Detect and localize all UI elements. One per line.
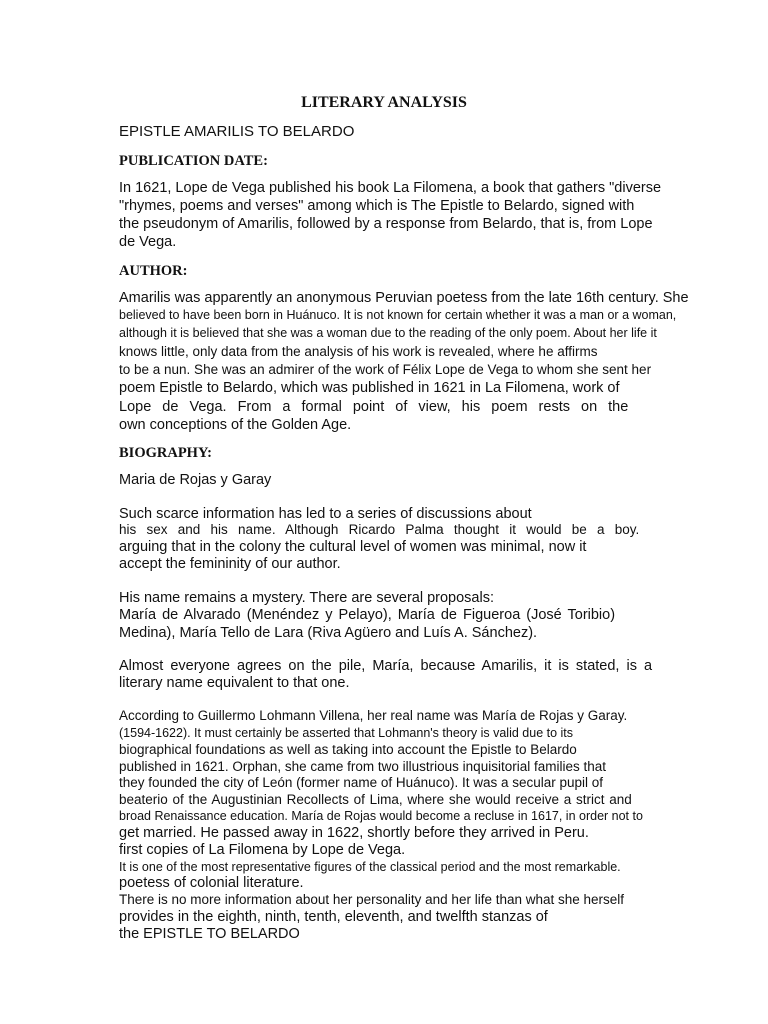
author-line: Lope de Vega. From a formal point of view, his poem rests on the (119, 399, 629, 415)
publication-line: In 1621, Lope de Vega published his book La Filomena, a book that gathers "diverse (119, 180, 662, 196)
biography-p1-line: Such scarce information has led to a series of discussions about (119, 506, 532, 522)
biography-p4-line: biographical foundations as well as taking into account the Epistle to Belardo (119, 742, 577, 757)
biography-p4-line: beaterio of the Augustinian Recollects of Lima, where she would receive a strict and (119, 792, 632, 807)
biography-heading: BIOGRAPHY: (119, 445, 212, 461)
document-title: LITERARY ANALYSIS (301, 94, 467, 111)
biography-p2-line: María de Alvarado (Menéndez y Pelayo), María de Figueroa (José Toribio) (119, 607, 616, 623)
author-line-justified (119, 398, 671, 416)
author-line: own conceptions of the Golden Age. (119, 417, 352, 433)
publication-line: "rhymes, poems and verses" among which is The Epistle to Belardo, signed with (119, 198, 635, 214)
biography-p1-line: his sex and his name. Although Ricardo Palma thought it would be a boy. (119, 522, 640, 537)
publication-line: de Vega. (119, 234, 177, 250)
biography-p4-line: first copies of La Filomena by Lope de Vega. (119, 842, 406, 858)
publication-line: the pseudonym of Amarilis, followed by a response from Belardo, that is, from Lope (119, 216, 653, 232)
author-line: to be a nun. She was an admirer of the work of Félix Lope de Vega to whom she sent her (119, 362, 652, 377)
biography-p4-line: the EPISTLE TO BELARDO (119, 926, 300, 942)
author-heading: AUTHOR: (119, 263, 188, 279)
biography-p2-line: His name remains a mystery. There are several proposals: (119, 590, 494, 606)
biography-p4-line: (1594-1622). It must certainly be asserted that Lohmann's theory is valid due to its (119, 726, 574, 740)
author-justified-row (119, 398, 671, 416)
biography-p3-line: literary name equivalent to that one. (119, 675, 350, 691)
author-line: although it is believed that she was a woman due to the reading of the only poem. About her life it (119, 326, 657, 340)
biography-p4-line: It is one of the most representative figures of the classical period and the most remarkable. (119, 860, 621, 874)
author-line: believed to have been born in Huánuco. It is not known for certain whether it was a man or a woman, (119, 308, 677, 322)
biography-p4-line: provides in the eighth, ninth, tenth, eleventh, and twelfth stanzas of (119, 909, 548, 925)
author-line: Amarilis was apparently an anonymous Peruvian poetess from the late 16th century. She (119, 290, 689, 306)
biography-p3-line: Almost everyone agrees on the pile, María, because Amarilis, it is stated, is a (119, 658, 653, 674)
biography-p2-line: Medina), María Tello de Lara (Riva Agüero and Luís A. Sánchez). (119, 625, 538, 641)
biography-p1-line: accept the femininity of our author. (119, 556, 341, 572)
biography-p4-line: According to Guillermo Lohmann Villena, her real name was María de Rojas y Garay. (119, 708, 628, 723)
document-subtitle: EPISTLE AMARILIS TO BELARDO (119, 123, 355, 140)
biography-p4-line: published in 1621. Orphan, she came from two illustrious inquisitorial families that (119, 759, 606, 774)
author-line: poem Epistle to Belardo, which was published in 1621 in La Filomena, work of (119, 380, 620, 396)
biography-p4-line: There is no more information about her personality and her life than what she herself (119, 892, 625, 907)
author-line: knows little, only data from the analysis of his work is revealed, where he affirms (119, 344, 598, 359)
biography-p4-line: they founded the city of León (former name of Huánuco). It was a secular pupil of (119, 775, 604, 790)
biography-p4-line: poetess of colonial literature. (119, 875, 304, 891)
biography-name: Maria de Rojas y Garay (119, 472, 272, 488)
publication-heading: PUBLICATION DATE: (119, 153, 268, 169)
biography-p1-line: arguing that in the colony the cultural level of women was minimal, now it (119, 539, 587, 555)
biography-p4-line: get married. He passed away in 1622, shortly before they arrived in Peru. (119, 825, 589, 841)
biography-p4-line: broad Renaissance education. María de Rojas would become a recluse in 1617, in order not to (119, 809, 643, 823)
